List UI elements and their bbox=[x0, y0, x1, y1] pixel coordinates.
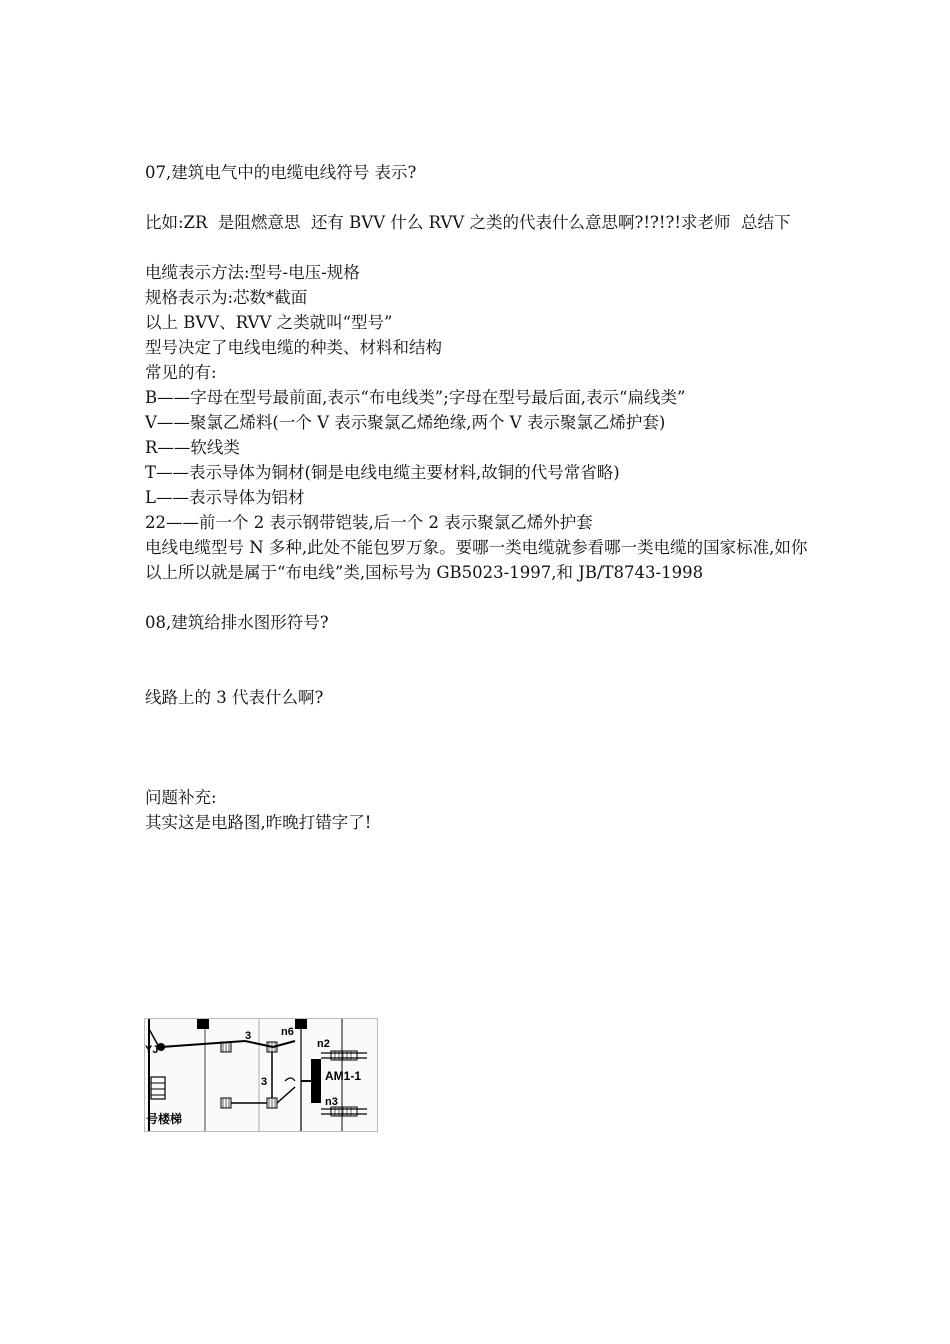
q08-supplement-text: 其实这是电路图,昨晚打错字了! bbox=[145, 813, 372, 832]
answer-line: 常见的有: bbox=[145, 363, 217, 382]
answer-line: 规格表示为:芯数*截面 bbox=[145, 288, 308, 307]
q07-question: 比如:ZR 是阻燃意思 还有 BVV 什么 RVV 之类的代表什么意思啊?!?!?!求老师 总结下 bbox=[145, 213, 791, 232]
answer-line: R——软线类 bbox=[145, 438, 240, 457]
answer-line: 型号决定了电线电缆的种类、材料和结构 bbox=[145, 338, 442, 357]
label-am1-1: AM1-1 bbox=[325, 1069, 362, 1083]
q08-question: 线路上的 3 代表什么啊? bbox=[145, 688, 324, 707]
q08-supplement-label: 问题补充: bbox=[145, 788, 217, 807]
label-yj: YJ bbox=[145, 1044, 159, 1056]
document-body bbox=[145, 160, 815, 835]
circuit-diagram bbox=[145, 1019, 377, 1131]
answer-block bbox=[145, 260, 815, 585]
answer-line: B——字母在型号最前面,表示“布电线类”;字母在型号最后面,表示“扁线类” bbox=[145, 388, 686, 407]
answer-line: 以上 BVV、RVV 之类就叫“型号” bbox=[145, 313, 393, 332]
answer-line: 电线电缆型号 N 多种,此处不能包罗万象。要哪一类电缆就参看哪一类电缆的国家标准,如你以上所以就是属于“布电线”类,国标号为 GB5023-1997,和 JB/T8743-1998 bbox=[145, 538, 808, 582]
label-stair: 号楼梯 bbox=[146, 1112, 183, 1126]
q08-title: 08,建筑给排水图形符号? bbox=[145, 613, 329, 632]
answer-line: L——表示导体为铝材 bbox=[145, 488, 305, 507]
circuit-diagram-image bbox=[144, 1018, 378, 1132]
answer-line: 电缆表示方法:型号-电压-规格 bbox=[145, 263, 360, 282]
label-n2: n2 bbox=[317, 1038, 330, 1050]
answer-line: 22——前一个 2 表示钢带铠装,后一个 2 表示聚氯乙烯外护套 bbox=[145, 513, 593, 532]
label-wire-count-mid: 3 bbox=[261, 1076, 268, 1088]
label-wire-count-top: 3 bbox=[245, 1030, 252, 1042]
q07-title: 07,建筑电气中的电缆电线符号 表示? bbox=[145, 163, 417, 182]
answer-line: T——表示导体为铜材(铜是电线电缆主要材料,故铜的代号常省略) bbox=[145, 463, 620, 482]
label-n6: n6 bbox=[281, 1026, 294, 1038]
answer-line: V——聚氯乙烯料(一个 V 表示聚氯乙烯绝缘,两个 V 表示聚氯乙烯护套) bbox=[145, 413, 666, 432]
label-n3: n3 bbox=[325, 1096, 338, 1108]
